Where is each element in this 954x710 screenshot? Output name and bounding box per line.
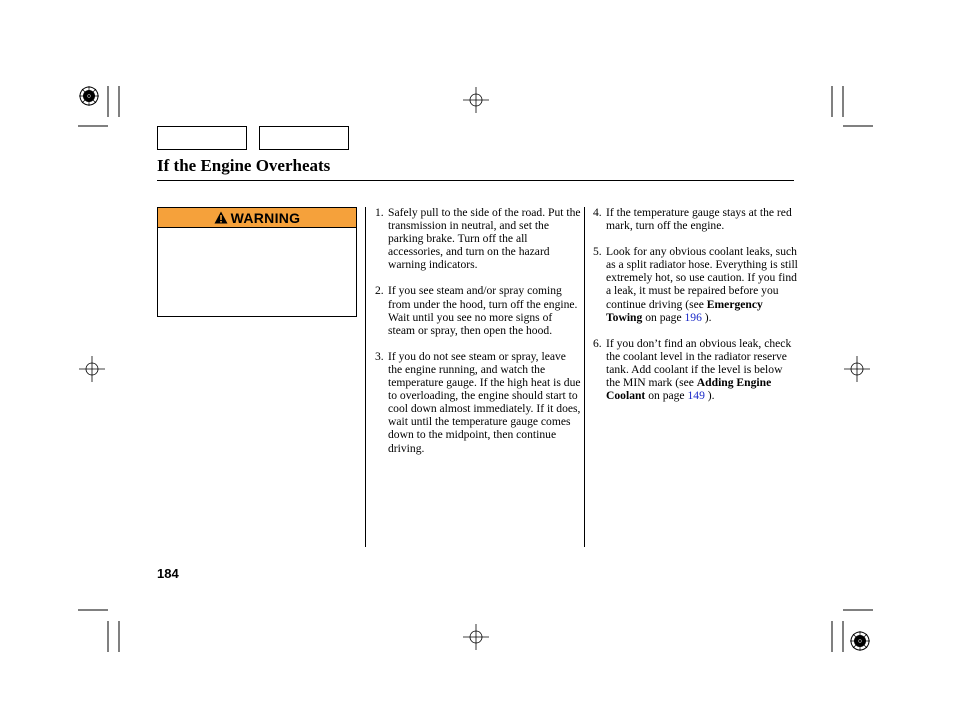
title-divider: [157, 180, 794, 181]
reference-emergency-towing: Emergency Towing: [606, 297, 763, 324]
reference-adding-engine-coolant: Adding Engine Coolant: [606, 376, 772, 403]
page-link-196[interactable]: 196: [684, 310, 702, 324]
step-number: 2.: [375, 284, 384, 298]
warning-box: [157, 207, 357, 317]
page-link-149[interactable]: 149: [687, 389, 705, 403]
step-item: [593, 337, 798, 402]
step-text-part: ).: [701, 310, 712, 324]
nav-tab-main-menu[interactable]: [157, 126, 247, 150]
step-text-part: Look for any obvious coolant leaks, such as a split radiator hose. Everything is still extremely hot, so use caution. If you find a leak, it must be repaired before you continue driving (see: [606, 245, 798, 311]
registration-target-bottom-right: [850, 631, 870, 651]
step-text-part: on page: [642, 310, 685, 324]
crosshair-right: [844, 356, 870, 382]
crosshair-left: [79, 356, 105, 382]
steps-column-right: [593, 206, 798, 415]
step-number: 1.: [375, 206, 384, 219]
page-title: If the Engine Overheats: [157, 156, 331, 175]
warning-header: [158, 208, 356, 228]
column-divider-left: [365, 207, 366, 547]
step-text-part: on page: [645, 389, 688, 403]
column-divider-right: [584, 207, 585, 547]
step-number: 6.: [593, 336, 602, 350]
step-text: If you do not see steam or spray, leave the engine running, and watch the temperature gauge. If the high heat is due to overloading, the engine should start to cool down almost immediately. If it does, wait until the temperature gauge comes down to the midpoint, then continue driving.: [388, 349, 581, 455]
step-item: [593, 245, 798, 324]
step-text: [606, 245, 798, 323]
warning-triangle-icon: [214, 211, 228, 224]
nav-tab-table-of-contents[interactable]: [259, 126, 349, 150]
step-number: 5.: [593, 245, 602, 259]
steps-column-middle: [375, 206, 581, 468]
registration-target-top-left: [79, 86, 99, 106]
step-number: 3.: [375, 349, 384, 363]
warning-label: WARNING: [230, 209, 301, 226]
step-item: [593, 206, 798, 232]
step-item: [375, 284, 581, 336]
step-text: If you see steam and/or spray coming from under the hood, turn off the engine. Wait until you see no more signs of steam or spray, then open the hood.: [388, 284, 578, 337]
step-item: [375, 206, 581, 271]
step-text: [606, 337, 791, 402]
step-item: [375, 350, 581, 455]
step-number: 4.: [593, 206, 602, 219]
page-number: 184: [157, 566, 179, 581]
step-text-part: ).: [704, 389, 715, 403]
step-text: If the temperature gauge stays at the red mark, turn off the engine.: [606, 206, 792, 233]
step-text-part: If you don’t find an obvious leak, check the coolant level in the radiator reserve tank. Add coolant if the level is below the MIN mark (see: [606, 336, 792, 390]
crosshair-top: [463, 87, 489, 113]
step-text: Safely pull to the side of the road. Put the transmission in neutral, and set the parking brake. Turn off the all accessories, and turn on the hazard warning indicators.: [388, 206, 581, 272]
crosshair-bottom: [463, 624, 489, 650]
